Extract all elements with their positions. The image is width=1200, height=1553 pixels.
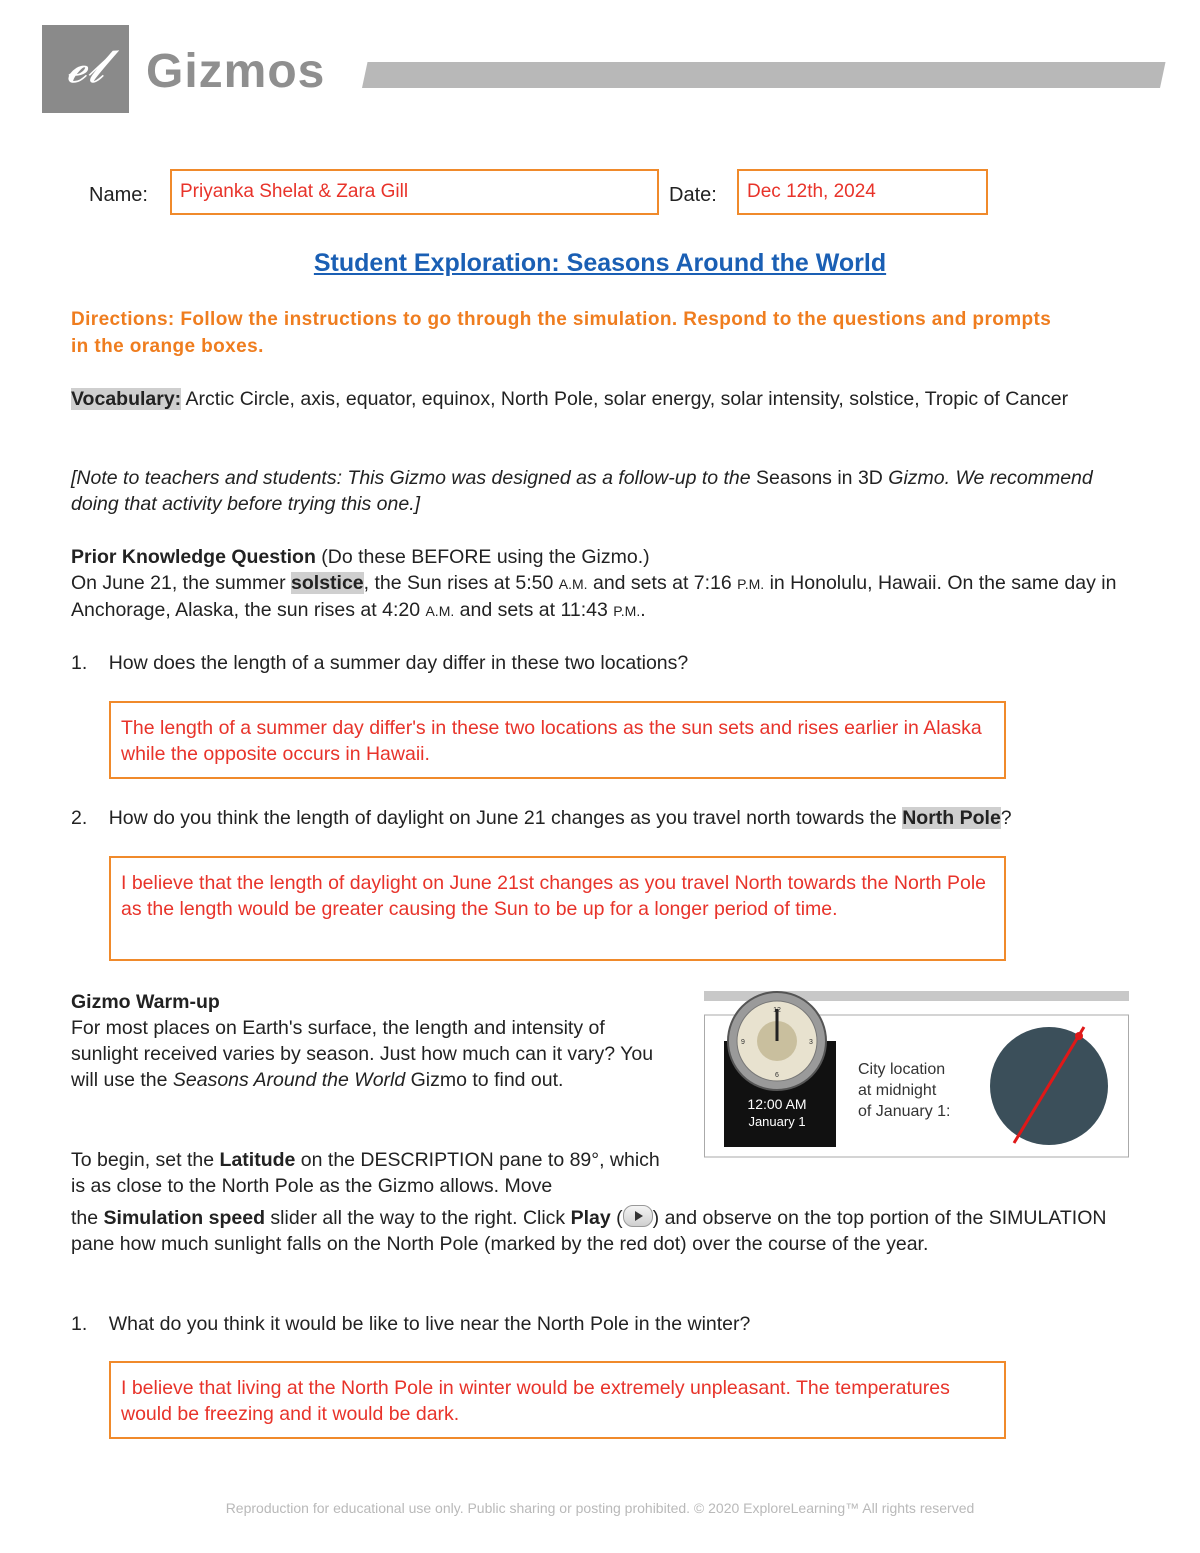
play-icon — [623, 1205, 653, 1227]
vocabulary — [71, 386, 1131, 412]
prior-knowledge — [71, 544, 1131, 624]
simulation-speed-term: Simulation speed — [103, 1207, 265, 1229]
date-label: Date: — [669, 184, 717, 206]
warmup-title: Gizmo Warm-up — [71, 991, 220, 1013]
warmup-question-1 — [71, 1311, 1131, 1337]
answer-box-3[interactable]: I believe that living at the North Pole in winter would be extremely unpleasant. The temperatures would be freezing and it would be dark. — [109, 1361, 1006, 1439]
question-text: How does the length of a summer day differ in these two locations? — [108, 652, 689, 674]
prior-text: On June 21, the summer solstice, the Sun rises at 5:50 A.M. and sets at 7:16 P.M. in Honolulu, Hawaii. On the same day in Anchorage, Alaska, the sun rises at 4:20 A.M. and sets at 11:43 P.M.. — [71, 572, 1117, 621]
city-dot — [1075, 1032, 1083, 1040]
date-field[interactable]: Dec 12th, 2024 — [737, 169, 988, 215]
question-text: How do you think the length of daylight on June 21 changes as you travel north towards the — [108, 807, 903, 829]
question-number: 2. — [71, 807, 88, 829]
city-caption-2: at midnight — [858, 1082, 937, 1099]
note-gizmo-name: Seasons in 3D — [756, 467, 883, 489]
page-title: Student Exploration: Seasons Around the World — [313, 249, 887, 277]
logo-glyph: 𝓮𝓵 — [66, 39, 105, 93]
answer-box-2[interactable]: I believe that the length of daylight on June 21st changes as you travel North towards the North Pole as the length would be greater causing the Sun to be up for a longer period of time. — [109, 856, 1006, 961]
city-caption-3: of January 1: — [858, 1103, 951, 1120]
prior-heading-suffix: (Do these BEFORE using the Gizmo.) — [315, 546, 650, 568]
north-pole-term: North Pole — [902, 807, 1001, 829]
teacher-note — [71, 465, 1131, 517]
vocabulary-terms: Arctic Circle, axis, equator, equinox, North Pole, solar energy, solar intensity, solstice, Tropic of Cancer — [185, 388, 1069, 410]
warmup-paragraph-2a: To begin, set the Latitude on the DESCRIPTION pane to 89°, which is as close to the North Pole as the Gizmo allows. Move — [71, 1149, 660, 1197]
answer-box-1[interactable]: The length of a summer day differ's in these two locations as the sun sets and rises earlier in Alaska while the opposite occurs in Hawaii. — [109, 701, 1006, 779]
question-2: 2. How do you think the length of daylight on June 21 changes as you travel north towards the North Pole? — [71, 807, 1012, 829]
brand-name: Gizmos — [146, 45, 326, 98]
prior-heading: Prior Knowledge Question — [71, 546, 316, 568]
warmup-paragraph-2b: the Simulation speed slider all the way to the right. Click Play ( ) and observe on the top portion of the SIMULATION pane how much sunlight falls on the North Pole (marked by the red dot) over the course of the year. — [71, 1207, 1107, 1255]
question-number: 1. — [71, 1313, 88, 1335]
clock-number-9: 9 — [741, 1039, 745, 1046]
clock-time: 12:00 AM — [747, 1096, 807, 1112]
simulation-screenshot — [704, 991, 1129, 1158]
question-number: 1. — [71, 652, 88, 674]
clock-number-12: 12 — [773, 1007, 781, 1014]
city-caption-1: City location — [858, 1061, 946, 1078]
question-text: What do you think it would be like to live near the North Pole in the winter? — [108, 1313, 751, 1335]
clock-number-6: 6 — [775, 1072, 779, 1079]
name-label: Name: — [89, 184, 148, 206]
clock-number-3: 3 — [809, 1039, 813, 1046]
latitude-term: Latitude — [219, 1149, 296, 1171]
solstice-term: solstice — [291, 572, 364, 594]
play-term: Play — [570, 1207, 611, 1229]
footer-copyright: Reproduction for educational use only. Public sharing or posting prohibited. © 2020 ExploreLearning™ All rights reserved — [225, 1500, 975, 1516]
header-bar — [362, 62, 1166, 88]
simulation-graphic — [704, 991, 1129, 1158]
name-field[interactable]: Priyanka Shelat & Zara Gill — [170, 169, 659, 215]
gizmo-name: Seasons Around the World — [172, 1069, 406, 1091]
directions: Directions: Follow the instructions to go through the simulation. Respond to the questions and prompts in the orange boxes. — [71, 309, 1052, 357]
question-1 — [71, 650, 1131, 676]
note-text-2: Gizmo. We recommend doing that activity before trying this one.] — [71, 467, 1093, 515]
warmup-paragraph-1: For most places on Earth's surface, the length and intensity of sunlight received varies by season. Just how much can it vary? You will use the Seasons Around the World Gizmo to find out. — [71, 1017, 654, 1091]
clock-date: January 1 — [748, 1114, 806, 1129]
warmup-paragraph-2a-text: on the DESCRIPTION pane to 89°, which is as close to the North Pole as the Gizmo allows. Move — [71, 1149, 660, 1197]
explorelearning-logo — [42, 25, 129, 113]
warmup-heading — [71, 989, 671, 1015]
note-text-1: [Note to teachers and students: This Gizmo was designed as a follow-up to the — [71, 467, 757, 489]
vocabulary-label: Vocabulary: — [71, 388, 182, 410]
